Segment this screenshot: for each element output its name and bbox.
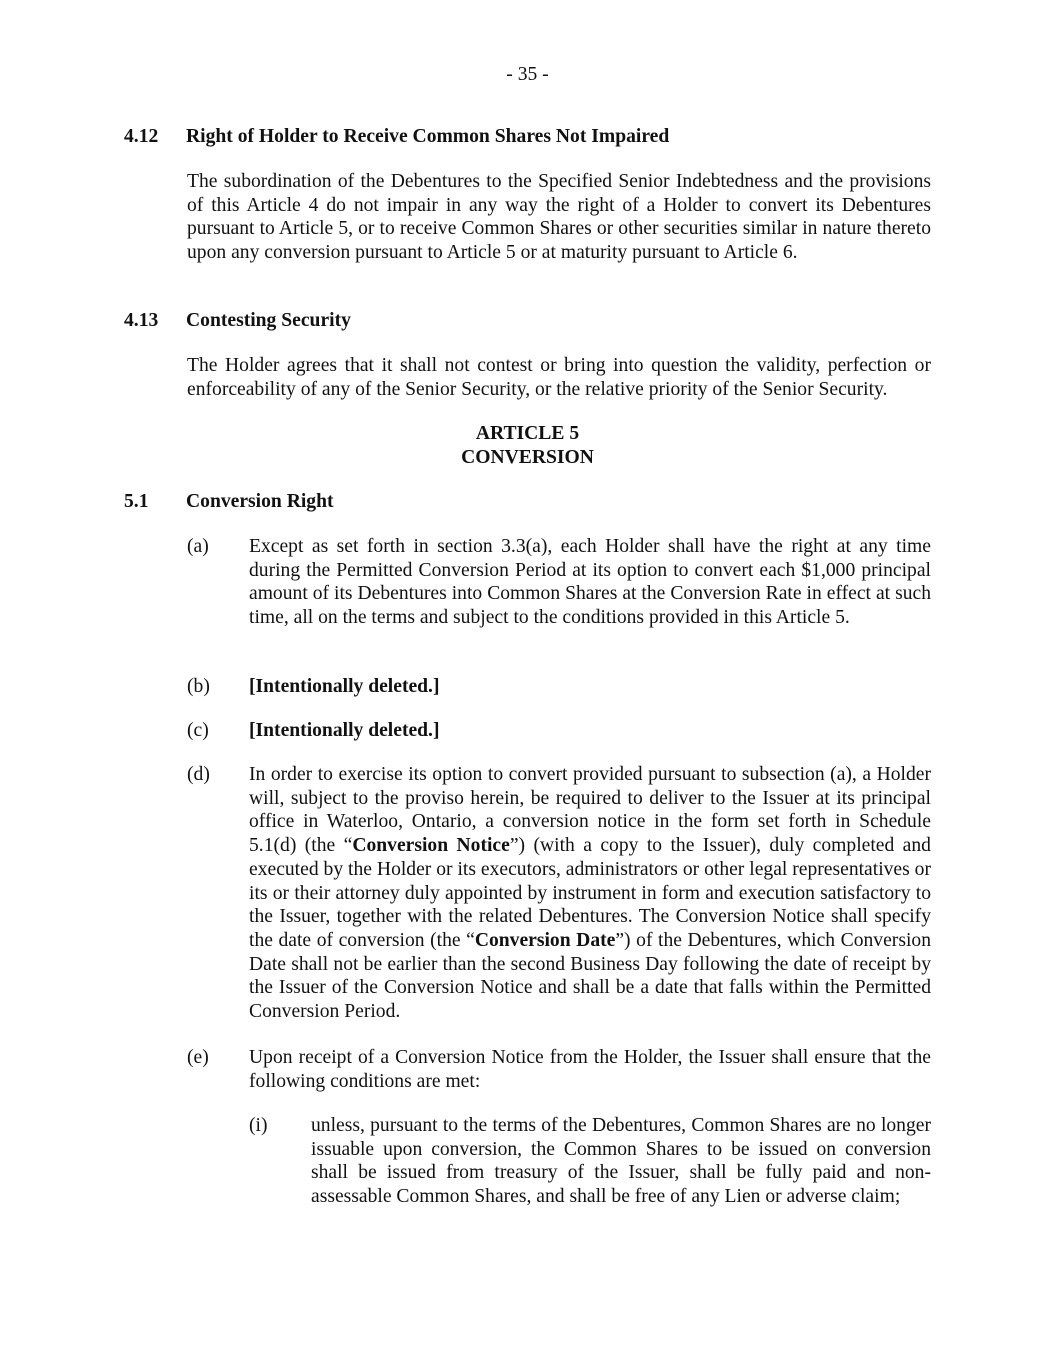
clause-e — [187, 1046, 931, 1093]
article-title: CONVERSION — [461, 446, 594, 468]
clause-text: Upon receipt of a Conversion Notice from the Holder, the Issuer shall ensure that the following conditions are met: — [249, 1047, 931, 1092]
section-title: Conversion Right — [186, 491, 334, 512]
clause-c — [187, 719, 931, 743]
subclause-text: unless, pursuant to the terms of the Debentures, Common Shares are no longer issuable upon conversion, the Common Shares to be issued on conversion shall be issued from treasury of the Issuer, shall be fully paid and non-assessable Common Shares, and shall be free of any Lien or adverse claim; — [311, 1115, 931, 1208]
clause-label: (c) — [187, 720, 209, 741]
section-4-13-paragraph: The Holder agrees that it shall not contest or bring into question the validity, perfection or enforceability of any of the Senior Security, or the relative priority of the Senior Security. — [187, 355, 931, 400]
clause-label: (d) — [187, 764, 210, 785]
page-number: - 35 - — [506, 64, 549, 85]
defined-term: Conversion Notice — [352, 835, 510, 857]
clause-a — [187, 535, 931, 630]
clause-text: [Intentionally deleted.] — [249, 676, 440, 697]
subclause-i — [249, 1114, 931, 1209]
clause-text: Except as set forth in section 3.3(a), each Holder shall have the right at any time during the Permitted Conversion Period at its option to convert each $1,000 principal amount of its Debentures into Common Shares at the Conversion Rate in effect at such time, all on the terms and subject to the conditions provided in this Article 5. — [249, 536, 931, 629]
clause-text-part: ”) (with a copy to the Issuer), duly completed and executed by the Holder or its executors, administrators or other legal representatives or its or their attorney duly appointed by instrument in form and execution satisfactory to the Issuer, together with the related Debentures. The Conversion Notice shall specify the date of conversion (the “ — [249, 835, 931, 951]
section-title: Contesting Security — [186, 310, 351, 331]
clause-label: (a) — [187, 536, 209, 557]
clause-label: (b) — [187, 676, 210, 697]
section-number: 4.13 — [124, 310, 159, 331]
defined-term: Conversion Date — [474, 929, 616, 951]
clause-d — [187, 763, 931, 1024]
clause-text-part: ”) of the Debentures, which Conversion Date shall not be earlier than the second Business Day following the date of receipt by the Issuer of the Conversion Notice and shall be a date that falls within the Permitted Conversion Period. — [249, 929, 931, 1023]
section-title: Right of Holder to Receive Common Shares Not Impaired — [186, 126, 670, 147]
article-number: ARTICLE 5 — [475, 423, 580, 444]
section-heading-4-13 — [124, 309, 351, 333]
clause-b — [187, 675, 931, 699]
section-heading-4-12 — [124, 125, 669, 149]
clause-text-part: In order to exercise its option to convert provided pursuant to subsection (a), a Holder will, subject to the proviso herein, be required to deliver to the Issuer at its principal office in Waterloo, Ontario, a conversion notice in the form set forth in Schedule 5.1(d) (the “ — [249, 764, 931, 857]
clause-text: [Intentionally deleted.] — [249, 720, 440, 741]
section-heading-5-1 — [124, 490, 334, 514]
section-number: 4.12 — [124, 126, 159, 147]
section-number: 5.1 — [124, 491, 149, 512]
clause-text — [249, 763, 931, 1024]
article-heading — [0, 422, 1055, 469]
subclause-label: (i) — [249, 1115, 268, 1136]
section-4-12-paragraph: The subordination of the Debentures to the Specified Senior Indebtedness and the provisions of this Article 4 do not impair in any way the right of a Holder to convert its Debentures pursuant to Article 5, or to receive Common Shares or other securities similar in nature thereto upon any conversion pursuant to Article 5 or at maturity pursuant to Article 6. — [187, 171, 931, 264]
clause-label: (e) — [187, 1047, 209, 1068]
